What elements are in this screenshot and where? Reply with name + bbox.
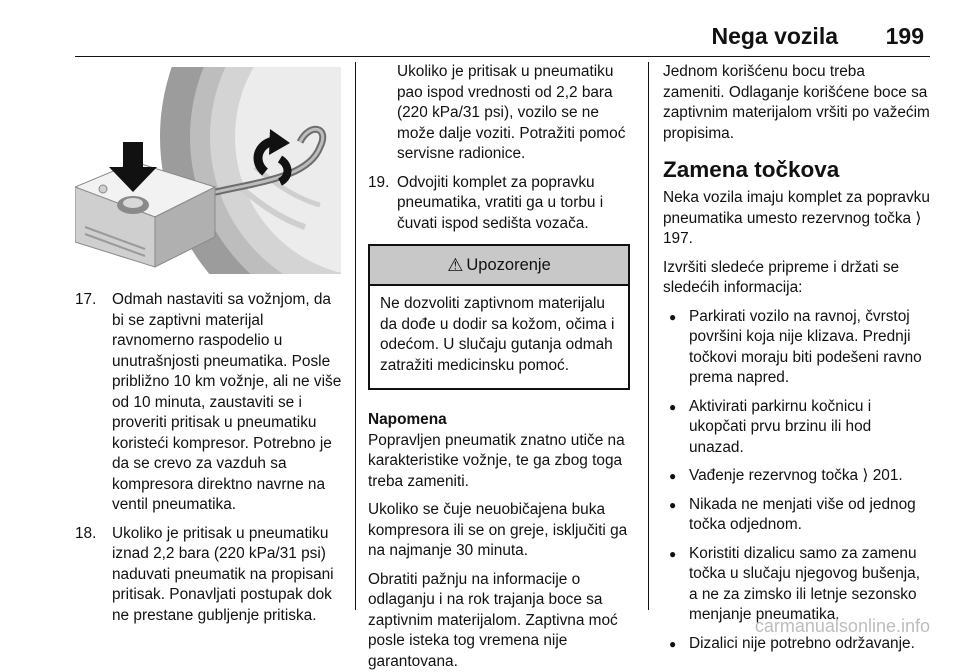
list-item: ● Vađenje rezervnog točka ⟩ 201.: [663, 466, 930, 487]
step-text: Odmah nastaviti sa vožnjom, da bi se zaptivni materijal ravnomerno raspodelio u unutrašnjosti pneumatika. Posle približno 10 km vožnje, ali ne više od 10 minuta, zaustaviti se i proveriti pritisak u pneumatiku koristeći kompresor. Potrebno je da se crevo za vazduh sa kompresora direktno navrne na ventil pneumatika.: [112, 291, 341, 513]
step-number: 17.: [75, 290, 96, 311]
section-heading: Zamena točkova: [663, 156, 930, 184]
steps-list-2: [368, 173, 630, 235]
list-item: ● Dizalici nije potrebno održavanje.: [663, 634, 930, 655]
step-17: [75, 290, 343, 516]
list-item: ● Koristiti dizalicu samo za zamenu točka u slučaju njegovog bušenja, a ne za zimsko ili letnje sezonsko menjanje pneumatika.: [663, 544, 930, 626]
page-ref-link[interactable]: 201.: [873, 467, 903, 484]
warning-box: [368, 244, 630, 390]
step-18: [75, 524, 343, 627]
warning-text: Ne dozvoliti zaptivnom materijalu da dođe u dodir sa kožom, očima i odećom. U slučaju gutanja odmah zatražiti medicinsku pomoć.: [370, 286, 628, 388]
page-ref-icon: ⟩: [915, 210, 921, 227]
step-number: 18.: [75, 524, 96, 545]
warning-header: [370, 246, 628, 286]
steps-list-1: [75, 290, 343, 626]
warning-icon: ⚠: [447, 255, 463, 276]
paragraph: [663, 188, 930, 250]
list-item: ● Nikada ne menjati više od jednog točka odjednom.: [663, 495, 930, 536]
note-title: Napomena: [368, 410, 630, 431]
column-2: [368, 62, 630, 672]
list-item: ● Aktivirati parkirnu kočnicu i ukopčati prvu brzinu ili hod unazad.: [663, 397, 930, 459]
step-number: 19.: [368, 173, 389, 194]
paragraph: Izvršiti sledeće pripreme i držati se sledećih informacija:: [663, 258, 930, 299]
column-3: [663, 62, 930, 654]
step-19: [368, 173, 630, 235]
section-title: Nega vozila: [711, 23, 838, 50]
step-text: Ukoliko je pritisak u pneumatiku iznad 2,2 bara (220 kPa/31 psi) naduvati pneumatik na propisani pritisak. Ponavljati postupak dok ne prestane gubljenje pritiska.: [112, 525, 334, 624]
step-18-continued: Ukoliko je pritisak u pneumatiku pao ispod vrednosti od 2,2 bara (220 kPa/31 psi), vozilo se ne može dalje voziti. Potražiti pomoć servisne radionice.: [368, 62, 630, 165]
note-paragraph: Obratiti pažnju na informacije o odlaganju i na rok trajanja boce sa zaptivnim materijalom. Zaptivna moć posle isteka tog vremena nije garantovana.: [368, 570, 630, 672]
note-paragraph: Ukoliko se čuje neuobičajena buka kompresora ili se on greje, isključiti ga na najmanje 30 minuta.: [368, 500, 630, 562]
compressor-illustration: [75, 67, 341, 274]
page-ref-link[interactable]: 197.: [663, 230, 693, 247]
column-1: [75, 290, 343, 626]
watermark: carmanualsonline.info: [755, 616, 930, 637]
bullet-list: [663, 307, 930, 655]
note-paragraph: Popravljen pneumatik znatno utiče na karakteristike vožnje, te ga zbog toga treba zameniti.: [368, 431, 630, 493]
page-ref-icon: ⟩: [862, 467, 868, 484]
step-text: Odvojiti komplet za popravku pneumatika, vratiti ga u torbu i čuvati ispod sedišta vozača.: [397, 174, 603, 232]
intro-paragraph: Jednom korišćenu bocu treba zameniti. Odlaganje korišćene boce sa zaptivnim materijalom vršiti po važećim propisima.: [663, 62, 930, 144]
page-header: [75, 0, 930, 57]
column-divider-1: [355, 62, 356, 610]
column-divider-2: [648, 62, 649, 610]
paragraph-text: Neka vozila imaju komplet za popravku pneumatika umesto rezervnog točka: [663, 189, 930, 227]
page-number: 199: [886, 23, 924, 50]
list-item: ● Parkirati vozilo na ravnoj, čvrstoj površini koja nije klizava. Prednji točkovi moraju biti podešeni ravno prema napred.: [663, 307, 930, 389]
warning-title: Upozorenje: [466, 255, 550, 276]
